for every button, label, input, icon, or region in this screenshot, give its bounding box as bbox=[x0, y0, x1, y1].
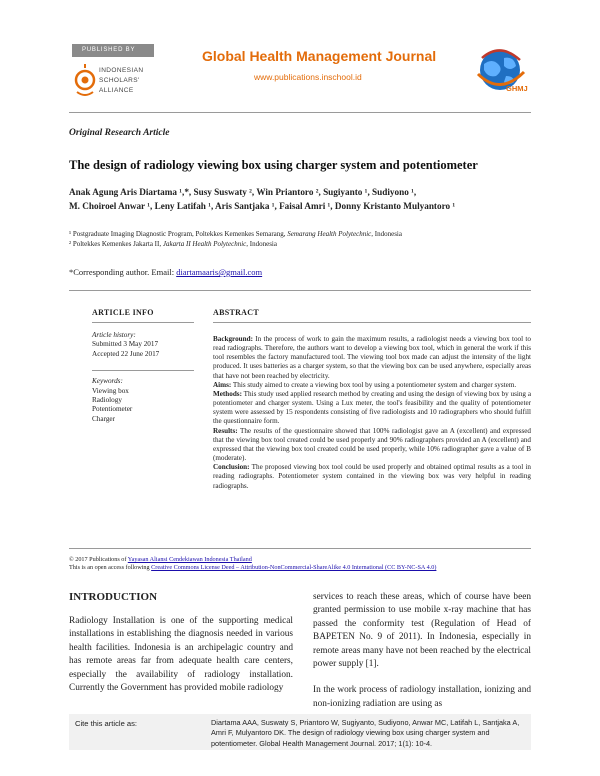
cite-text: Diartama AAA, Suswaty S, Priantoro W, Sugiyanto, Sudiyono, Anwar MC, Latifah L, Santjaka A, Amri F, Mulyantoro DK. The design of radiology viewing box using charger system and potentiometer. Global Health Management Journal. 2017; 1(1): 10-4. bbox=[211, 718, 520, 748]
keyword: Charger bbox=[92, 414, 116, 423]
corresponding-author bbox=[69, 267, 262, 277]
abstract-body bbox=[213, 335, 531, 491]
copyright-line: © 2017 Publications of Yayasan Aliansi Cendekiawan Indonesia Thailand bbox=[69, 556, 252, 563]
section-divider bbox=[69, 290, 531, 291]
isa-logo-icon bbox=[72, 62, 98, 102]
header-divider bbox=[69, 112, 531, 113]
abstract-conclusion: Conclusion: The proposed viewing box tool could be used properly and obtained optimal results as a tool in reading radiographs. Potentiometer system contained in the viewing box was very helpful in reading radiographs. bbox=[213, 463, 531, 490]
submitted-date: Submitted 3 May 2017 bbox=[92, 340, 159, 349]
article-title: The design of radiology viewing box using charger system and potentiometer bbox=[69, 158, 478, 172]
publisher-name bbox=[99, 66, 143, 96]
corresponding-label: *Corresponding author. Email: bbox=[69, 267, 177, 277]
keyword: Potentiometer bbox=[92, 405, 133, 414]
ghmj-logo bbox=[470, 44, 532, 105]
intro-left-column bbox=[69, 615, 293, 695]
intro-paragraph: services to reach these areas, which of course have been granted permission to use mobile x-ray machine that has passed the conformity test (Regulation of Head of BAPETEN No. 9 of 2011). In Indonesia, especially in remote areas many have not been reached by the electrical power supply [1]. bbox=[313, 592, 531, 670]
publisher-logo-block bbox=[72, 44, 154, 104]
publisher-line: ALLIANCE bbox=[99, 87, 134, 94]
publisher-line: SCHOLARS' bbox=[99, 77, 140, 84]
article-info bbox=[92, 331, 192, 424]
published-by-label: PUBLISHED BY bbox=[72, 44, 154, 57]
article-info-heading: ARTICLE INFO bbox=[92, 308, 154, 317]
article-type: Original Research Article bbox=[69, 128, 170, 138]
citation-box bbox=[69, 714, 531, 750]
intro-paragraph: Radiology Installation is one of the supporting medical installations in establishing the diagnosis needed in various health facilities. Indonesia is an archipelagic country and has remote areas far from adequate health care centers, especially the availability of radiology installation. Currently the Government has provided mobile radiology bbox=[69, 616, 293, 694]
journal-url[interactable]: www.publications.inschool.id bbox=[254, 72, 362, 82]
affiliation-2: ² Poltekkes Kemenkes Jakarta II, Jakarta II Health Polytechnic, Indonesia bbox=[69, 240, 277, 248]
introduction-heading: INTRODUCTION bbox=[69, 591, 158, 603]
intro-paragraph: In the work process of radiology installation, ionizing and non-ionizing radiation are using as bbox=[313, 685, 531, 709]
author-list bbox=[69, 185, 539, 213]
abstract-methods: Methods: This study used applied research method by creating and using the design of viewing box by using a potentiometer and charger system. Using a Lux meter, the tool's feasibility and the quality of potentiometer system were assessed by 15 respondents consisting of five radiologists and 10 radiographers who should fulfill the questionnaire form. bbox=[213, 389, 531, 426]
license-link[interactable]: Creative Commons License Deed – Attribution-NonCommercial-ShareAlike 4.0 International (CC BY-NC-SA 4.0) bbox=[151, 564, 437, 571]
publisher-link[interactable]: Yayasan Aliansi Cendekiawan Indonesia Thailand bbox=[127, 556, 252, 563]
keyword: Viewing box bbox=[92, 386, 129, 395]
copyright-notice bbox=[69, 556, 539, 572]
license-line: This is an open access following Creative Commons License Deed – Attribution-NonCommercial-ShareAlike 4.0 International (CC BY-NC-SA 4.0) bbox=[69, 564, 437, 571]
abstract-bottom-divider bbox=[69, 548, 531, 549]
abstract-aims: Aims: This study aimed to create a viewing box tool by using a potentiometer system and charger system. bbox=[213, 380, 517, 389]
corresponding-email-link[interactable]: diartamaaris@gmail.com bbox=[176, 267, 263, 277]
keyword: Radiology bbox=[92, 396, 122, 405]
journal-title: Global Health Management Journal bbox=[202, 48, 437, 64]
abstract-results: Results: The results of the questionnaire showed that 100% radiologist gave an A (excellent) and expressed that the viewing box tool created could be used properly and 90% radiographers provided an A (excellent) and expressed that the viewing box tool created could be used properly, while 10% radiographer gave a value of B (moderate). bbox=[213, 426, 531, 463]
info-rule bbox=[92, 322, 194, 323]
accepted-date: Accepted 22 June 2017 bbox=[92, 349, 160, 358]
affiliation-1: ¹ Postgraduate Imaging Diagnostic Program, Poltekkes Kemenkes Semarang, Semarang Health Polytechnic, Indonesia bbox=[69, 230, 402, 238]
author-line: M. Choiroel Anwar ¹, Leny Latifah ¹, Aris Santjaka ¹, Faisal Amri ¹, Donny Kristanto Mulyantoro ¹ bbox=[69, 201, 456, 211]
affiliations bbox=[69, 229, 539, 249]
keywords-label: Keywords: bbox=[92, 377, 123, 386]
intro-right-column bbox=[313, 591, 531, 724]
author-line: Anak Agung Aris Diartama ¹,*, Susy Suswaty ², Win Priantoro ², Sugiyanto ¹, Sudiyono ¹, bbox=[69, 187, 417, 197]
abstract-background: Background: In the process of work to gain the maximum results, a radiologist needs a viewing box tool to read radiographs. Therefore, the authors want to develop a viewing box tool, which in general the work if this tool resembles the factory manufactured tool. The viewing tool box made can adjust the intensity of the light produced. It uses batteries as a charger system, so that the viewing box can be used anywhere, especially areas that have not been reached by electricity. bbox=[213, 335, 531, 380]
history-label: Article history: bbox=[92, 331, 136, 339]
abstract-heading: ABSTRACT bbox=[213, 308, 259, 317]
ghmj-logo-text: GHMJ bbox=[506, 84, 528, 93]
cite-label: Cite this article as: bbox=[75, 719, 138, 728]
publisher-line: INDONESIAN bbox=[99, 67, 144, 74]
keywords-rule bbox=[92, 370, 194, 371]
abstract-rule bbox=[213, 322, 531, 323]
